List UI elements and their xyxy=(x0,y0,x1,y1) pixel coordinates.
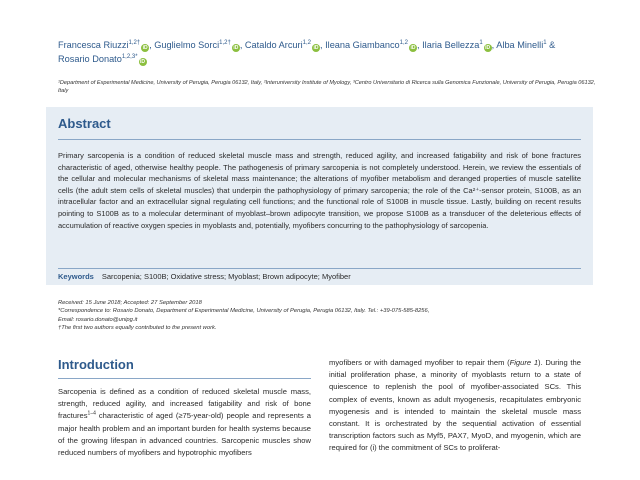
orcid-icon[interactable]: iD xyxy=(142,45,148,51)
author-name[interactable]: Ilaria Bellezza xyxy=(422,40,480,50)
author-affiliation-marker: 1,2,3* xyxy=(121,53,138,60)
keywords-label: Keywords xyxy=(58,272,94,281)
author-affiliation-marker: 1,2† xyxy=(219,39,231,46)
author-name[interactable]: Guglielmo Sorci xyxy=(154,40,220,50)
orcid-icon[interactable]: iD xyxy=(140,59,146,65)
introduction-title: Introduction xyxy=(58,357,134,372)
citation: 1–4 xyxy=(87,410,96,417)
orcid-icon[interactable]: iD xyxy=(313,45,319,51)
author-affiliation-marker: 1 xyxy=(479,39,483,46)
abstract-text: Primary sarcopenia is a condition of reduced skeletal muscle mass and strength, reduced agility, and increased fatigability and risk of bone fractures characteristic of aged, otherwise healthy people. The pathogenesis of primary sarcopenia is not completely understood. Herein, we review the essentials of the cellular and molecular mechanisms of skeletal mass maintenance; the alterations of myofiber metabolism and deranged properties of muscle satellite cells (the adult stem cells of skeletal muscles) that underpin the pathophysiology of primary sarcopenia; the role of the Ca²⁺-sensor protein, S100B, as an intracellular factor and an extracellular signal regulating cell functions; and the functional role of S100B in muscle tissue. Lastly, building on recent results pointing to S100B as to a molecular determinant of myoblast–brown adipocyte transition, we propose S100B as a transducer of the deleterious effects of accumulation of reactive oxygen species in myoblasts and, potentially, myofibers concurring to the pathophysiology of sarcopenia. xyxy=(58,151,581,230)
divider xyxy=(58,139,581,140)
divider xyxy=(58,378,311,379)
orcid-icon[interactable]: iD xyxy=(485,45,491,51)
author-name[interactable]: Alba Minelli xyxy=(496,40,544,50)
equal-contribution-note: †The first two authors equally contributed to the present work. xyxy=(58,325,217,332)
received-dates: Received: 15 June 2018; Accepted: 27 September 2018 xyxy=(58,300,202,306)
orcid-icon[interactable]: iD xyxy=(233,45,239,51)
author-affiliation-marker: 1 xyxy=(543,39,547,46)
author-affiliation-marker: 1,2 xyxy=(399,39,409,46)
article-notes xyxy=(58,299,581,333)
introduction-right-column xyxy=(329,357,581,455)
orcid-icon[interactable]: iD xyxy=(410,45,416,51)
introduction-left-column xyxy=(58,386,311,459)
author-affiliation-marker: 1,2† xyxy=(128,39,141,46)
figure-reference[interactable]: Figure 1 xyxy=(509,358,539,367)
author-list: Francesca Riuzzi$^{1,2\dagger}$iD , Guglielmo Sorci$^{1,2\dagger}$iD , Cataldo Arcuri$^{1,2}$iD , Ileana Giambanco$^{1,2}$iD , Ilaria Bellezza$^1$iD , Alba Minelli$^1$ & Rosario Donato$^{1,2,3*}$iD xyxy=(58,39,556,65)
correspondence: *Correspondence to: Rosario Donato, Department of Experimental Medicine, University of Perugia, Perugia 06132, Italy. Tel.: +39-075-585-8256, xyxy=(58,308,430,315)
abstract-title: Abstract xyxy=(58,116,111,131)
intro-text: ). During the initial proliferation phase, a minority of myoblasts return to a state of quiescence to replenish the pool of myofiber-associated SCs. This complex of events, known as adult myogenesis, recapitulates embryonic myogenesis and is intended to maintain the skeletal muscle mass constant. It is orchestrated by the sequential activation of essential transcription factors such as Myf5, PAX7, MyoD, and myogenin, which are required for (i) the commitment of SCs to proliferat- xyxy=(329,358,581,453)
keywords xyxy=(58,271,581,282)
intro-text: characteristic of aged (≥75-year-old) people and represents a major health problem and an important burden for health systems because of the growing lifespan in advanced countries. Sarcopenic muscles show reduced numbers of myofibers and hypotrophic myofibers xyxy=(58,411,311,458)
author-name[interactable]: Cataldo Arcuri xyxy=(244,40,303,50)
affiliations: ¹Department of Experimental Medicine, University of Perugia, Perugia 06132, Italy, ²Interuniversity Institute of Myology, ³Centro Universitario di Ricerca sulla Genomica Funzionale, University of Perugia, Perugia 06132, Italy xyxy=(58,80,596,95)
author-affiliation-marker: 1,2 xyxy=(302,39,311,46)
author-name[interactable]: Francesca Riuzzi xyxy=(58,40,129,50)
intro-text: myofibers or with damaged myofiber to repair them ( xyxy=(329,358,510,367)
author-name[interactable]: Rosario Donato xyxy=(58,54,122,64)
intro-text: Sarcopenia is defined as a condition of reduced skeletal muscle mass, strength, reduced agility, and increased fatigability and risk of bone fractures xyxy=(58,387,311,421)
keywords-text: Sarcopenia; S100B; Oxidative stress; Myoblast; Brown adipocyte; Myofiber xyxy=(101,272,351,281)
email: Email: rosario.donato@unipg.it xyxy=(58,316,138,323)
author-name[interactable]: Ileana Giambanco xyxy=(325,40,400,50)
divider xyxy=(58,268,581,269)
